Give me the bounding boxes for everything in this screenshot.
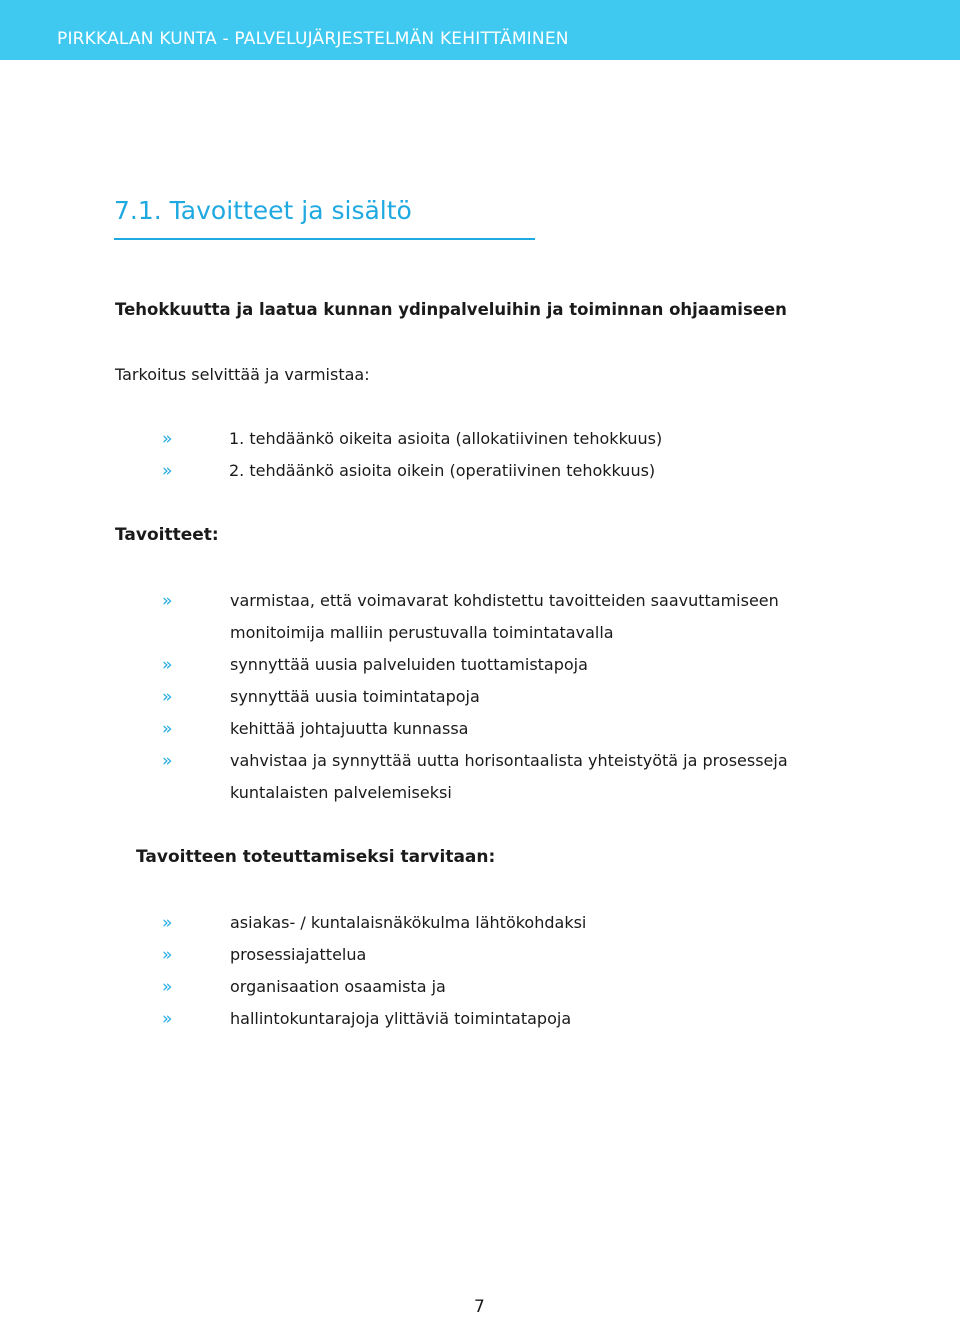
header-title: PIRKKALAN KUNTA - PALVELUJÄRJESTELMÄN KEHITTÄMINEN [57,29,569,49]
bullet-icon: » [162,591,173,611]
bullet-icon: » [162,751,173,771]
bullet-icon: » [162,977,173,997]
list-item: » hallintokuntarajoja ylittäviä toimintatapoja [0,1003,870,1035]
bullet-icon: » [162,719,173,739]
list-item: » asiakas- / kuntalaisnäkökulma lähtökohdaksi [0,907,870,939]
goals-heading: Tavoitteet: [115,525,219,545]
list-item: » organisaation osaamista ja [0,971,870,1003]
list-item: » kehittää johtajuutta kunnassa [0,713,870,745]
intro-text: Tarkoitus selvittää ja varmistaa: [115,365,370,384]
list-item: » prosessiajattelua [0,939,870,971]
bullet-icon: » [162,461,173,481]
bullet-icon: » [162,945,173,965]
bullet-icon: » [162,687,173,707]
bullet-icon: » [162,913,173,933]
bullet-icon: » [162,429,173,449]
bullet-icon: » [162,655,173,675]
list-item: » varmistaa, että voimavarat kohdistettu tavoitteiden saavuttamiseen monitoimija malliin perustuvalla toimintatavalla [0,585,870,649]
list-item: » 1. tehdäänkö oikeita asioita (allokatiivinen tehokkuus) [0,423,869,455]
goals-list [0,585,900,809]
section-title: 7.1. Tavoitteet ja sisältö [114,196,412,225]
requirements-heading: Tavoitteen toteuttamiseksi tarvitaan: [136,847,496,867]
subheading: Tehokkuutta ja laatua kunnan ydinpalveluihin ja toiminnan ohjaamiseen [115,300,787,319]
bullet-icon: » [162,1009,173,1029]
list-item: » vahvistaa ja synnyttää uutta horisontaalista yhteistyötä ja prosesseja kuntalaisten palvelemiseksi [0,745,870,809]
purpose-list [0,423,900,487]
list-item: » 2. tehdäänkö asioita oikein (operatiivinen tehokkuus) [0,455,869,487]
page-header [0,0,960,60]
requirements-list [0,907,900,1035]
list-item: » synnyttää uusia palveluiden tuottamistapoja [0,649,870,681]
title-underline [114,238,535,240]
page-number: 7 [474,1297,485,1317]
list-item: » synnyttää uusia toimintatapoja [0,681,870,713]
